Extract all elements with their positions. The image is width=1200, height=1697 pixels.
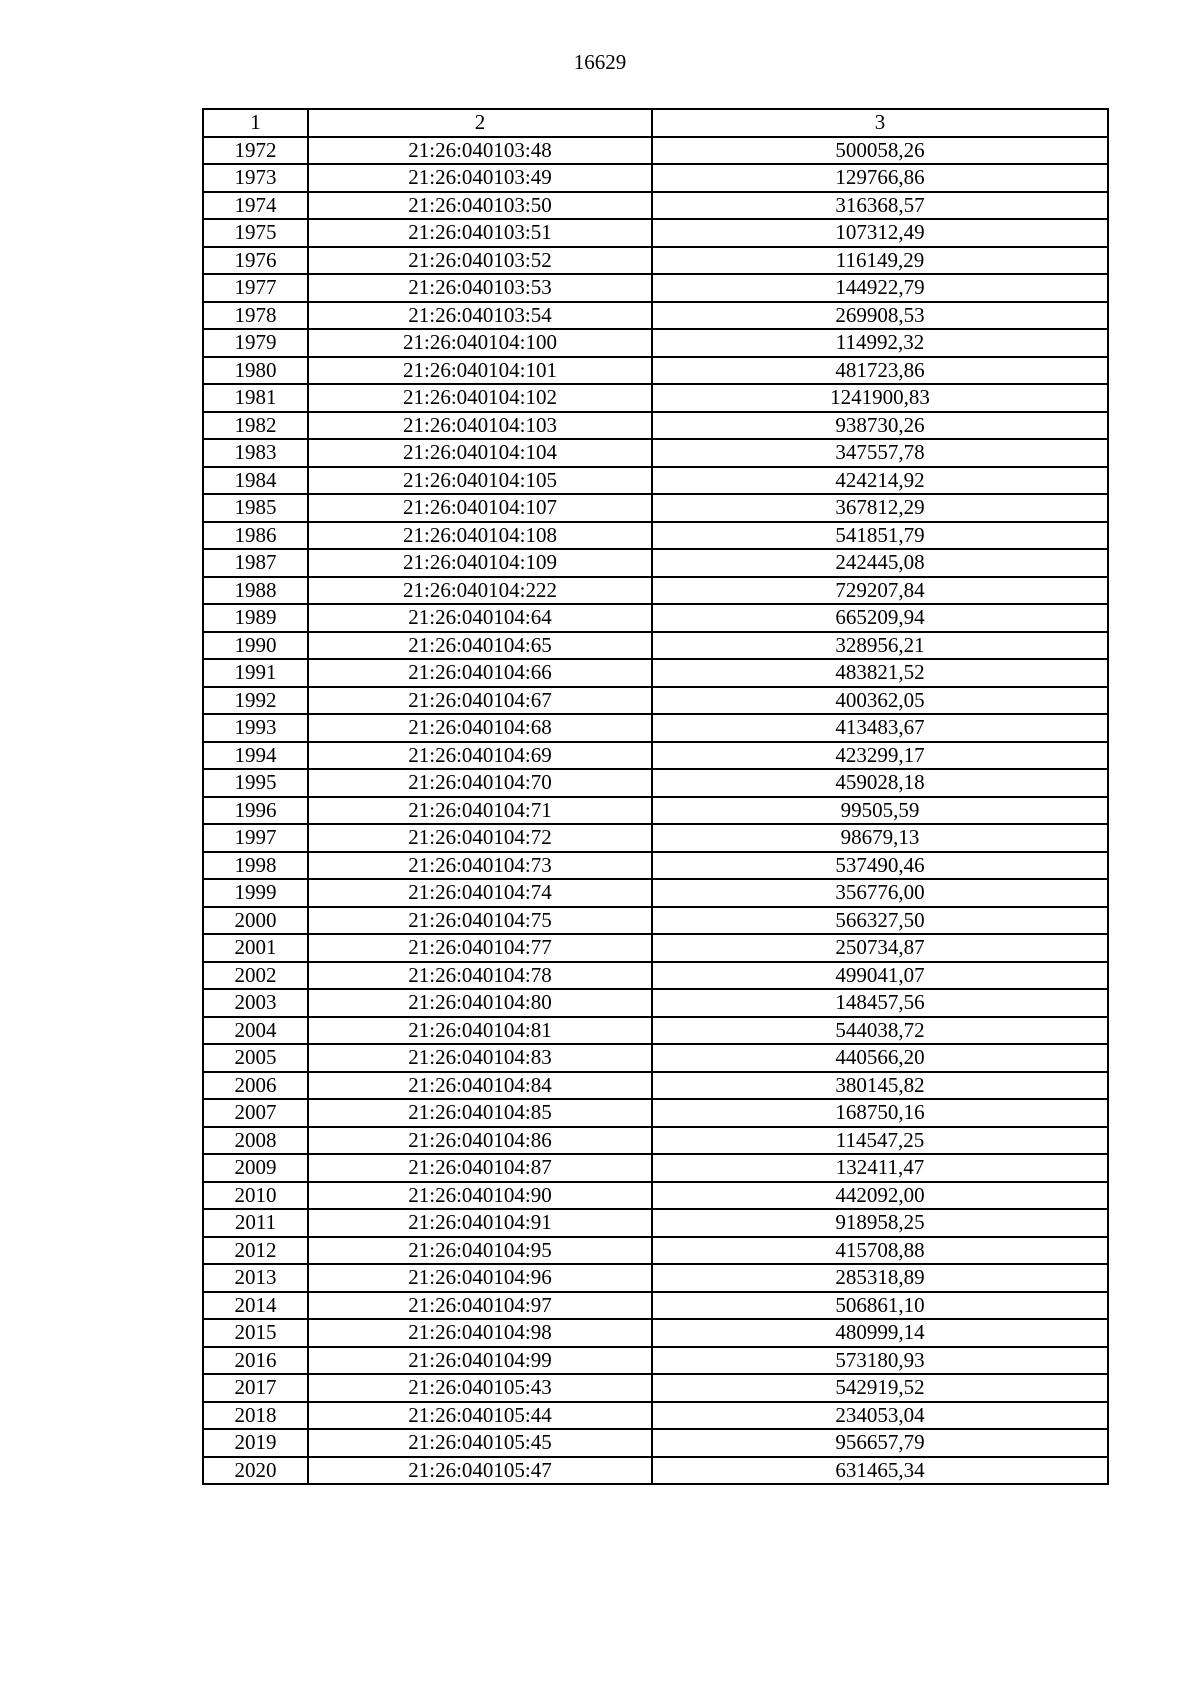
cadastral-number-cell: 21:26:040104:84 bbox=[308, 1072, 652, 1100]
table-row bbox=[203, 412, 1108, 440]
cadastral-number-cell: 21:26:040104:68 bbox=[308, 714, 652, 742]
cadastral-number-cell: 21:26:040104:97 bbox=[308, 1292, 652, 1320]
cadastral-number-cell: 21:26:040104:70 bbox=[308, 769, 652, 797]
cadastral-number-cell: 21:26:040104:67 bbox=[308, 687, 652, 715]
table-row bbox=[203, 1457, 1108, 1485]
cadastral-number-cell: 21:26:040105:45 bbox=[308, 1429, 652, 1457]
value-cell: 423299,17 bbox=[652, 742, 1108, 770]
row-number-cell: 2020 bbox=[203, 1457, 308, 1485]
table-row bbox=[203, 687, 1108, 715]
table-row bbox=[203, 1017, 1108, 1045]
row-number-cell: 1984 bbox=[203, 467, 308, 495]
row-number-cell: 2006 bbox=[203, 1072, 308, 1100]
table-row bbox=[203, 467, 1108, 495]
cadastral-number-cell: 21:26:040104:64 bbox=[308, 604, 652, 632]
table-row bbox=[203, 1127, 1108, 1155]
row-number-cell: 2015 bbox=[203, 1319, 308, 1347]
row-number-cell: 1977 bbox=[203, 274, 308, 302]
value-cell: 631465,34 bbox=[652, 1457, 1108, 1485]
table-row bbox=[203, 329, 1108, 357]
table-row bbox=[203, 494, 1108, 522]
cadastral-number-cell: 21:26:040104:83 bbox=[308, 1044, 652, 1072]
value-cell: 114547,25 bbox=[652, 1127, 1108, 1155]
cadastral-number-cell: 21:26:040103:48 bbox=[308, 137, 652, 165]
row-number-cell: 2013 bbox=[203, 1264, 308, 1292]
row-number-cell: 1991 bbox=[203, 659, 308, 687]
cadastral-number-cell: 21:26:040104:74 bbox=[308, 879, 652, 907]
value-cell: 285318,89 bbox=[652, 1264, 1108, 1292]
cadastral-number-cell: 21:26:040104:91 bbox=[308, 1209, 652, 1237]
value-cell: 1241900,83 bbox=[652, 384, 1108, 412]
row-number-cell: 2008 bbox=[203, 1127, 308, 1155]
value-cell: 541851,79 bbox=[652, 522, 1108, 550]
cadastral-number-cell: 21:26:040104:78 bbox=[308, 962, 652, 990]
row-number-cell: 1973 bbox=[203, 164, 308, 192]
cadastral-number-cell: 21:26:040104:85 bbox=[308, 1099, 652, 1127]
cadastral-number-cell: 21:26:040104:222 bbox=[308, 577, 652, 605]
value-cell: 544038,72 bbox=[652, 1017, 1108, 1045]
row-number-cell: 2009 bbox=[203, 1154, 308, 1182]
cadastral-number-cell: 21:26:040104:95 bbox=[308, 1237, 652, 1265]
cadastral-number-cell: 21:26:040104:107 bbox=[308, 494, 652, 522]
value-cell: 566327,50 bbox=[652, 907, 1108, 935]
cadastral-number-cell: 21:26:040104:102 bbox=[308, 384, 652, 412]
cadastral-number-cell: 21:26:040103:51 bbox=[308, 219, 652, 247]
row-number-cell: 1983 bbox=[203, 439, 308, 467]
value-cell: 400362,05 bbox=[652, 687, 1108, 715]
cadastral-number-cell: 21:26:040104:108 bbox=[308, 522, 652, 550]
table-row bbox=[203, 1237, 1108, 1265]
row-number-cell: 1985 bbox=[203, 494, 308, 522]
value-cell: 506861,10 bbox=[652, 1292, 1108, 1320]
cadastral-number-cell: 21:26:040104:100 bbox=[308, 329, 652, 357]
cadastral-number-cell: 21:26:040104:101 bbox=[308, 357, 652, 385]
cadastral-number-cell: 21:26:040105:44 bbox=[308, 1402, 652, 1430]
table-row bbox=[203, 742, 1108, 770]
table-row bbox=[203, 1154, 1108, 1182]
value-cell: 459028,18 bbox=[652, 769, 1108, 797]
cadastral-number-cell: 21:26:040104:90 bbox=[308, 1182, 652, 1210]
value-cell: 316368,57 bbox=[652, 192, 1108, 220]
value-cell: 918958,25 bbox=[652, 1209, 1108, 1237]
cadastral-number-cell: 21:26:040104:71 bbox=[308, 797, 652, 825]
cadastral-number-cell: 21:26:040104:103 bbox=[308, 412, 652, 440]
row-number-cell: 1982 bbox=[203, 412, 308, 440]
table-row bbox=[203, 852, 1108, 880]
row-number-cell: 2001 bbox=[203, 934, 308, 962]
cadastral-number-cell: 21:26:040103:53 bbox=[308, 274, 652, 302]
value-cell: 356776,00 bbox=[652, 879, 1108, 907]
cadastral-number-cell: 21:26:040104:87 bbox=[308, 1154, 652, 1182]
value-cell: 99505,59 bbox=[652, 797, 1108, 825]
cadastral-number-cell: 21:26:040104:66 bbox=[308, 659, 652, 687]
cadastral-number-cell: 21:26:040104:96 bbox=[308, 1264, 652, 1292]
table-row bbox=[203, 824, 1108, 852]
table-row bbox=[203, 604, 1108, 632]
table-row bbox=[203, 164, 1108, 192]
cadastral-number-cell: 21:26:040105:43 bbox=[308, 1374, 652, 1402]
row-number-cell: 1972 bbox=[203, 137, 308, 165]
value-cell: 98679,13 bbox=[652, 824, 1108, 852]
row-number-cell: 2019 bbox=[203, 1429, 308, 1457]
value-cell: 573180,93 bbox=[652, 1347, 1108, 1375]
row-number-cell: 1981 bbox=[203, 384, 308, 412]
table-row bbox=[203, 962, 1108, 990]
value-cell: 500058,26 bbox=[652, 137, 1108, 165]
table-row bbox=[203, 632, 1108, 660]
table-header-row bbox=[203, 109, 1108, 137]
table-row bbox=[203, 769, 1108, 797]
table-row bbox=[203, 1347, 1108, 1375]
table-row bbox=[203, 1044, 1108, 1072]
cadastral-number-cell: 21:26:040104:80 bbox=[308, 989, 652, 1017]
row-number-cell: 1996 bbox=[203, 797, 308, 825]
table-row bbox=[203, 219, 1108, 247]
table-row bbox=[203, 357, 1108, 385]
row-number-cell: 1978 bbox=[203, 302, 308, 330]
value-cell: 168750,16 bbox=[652, 1099, 1108, 1127]
table-row bbox=[203, 384, 1108, 412]
cadastral-number-cell: 21:26:040104:104 bbox=[308, 439, 652, 467]
data-table bbox=[202, 108, 1109, 1485]
table-row bbox=[203, 659, 1108, 687]
value-cell: 347557,78 bbox=[652, 439, 1108, 467]
row-number-cell: 2003 bbox=[203, 989, 308, 1017]
value-cell: 129766,86 bbox=[652, 164, 1108, 192]
table-row bbox=[203, 1429, 1108, 1457]
cadastral-number-cell: 21:26:040104:99 bbox=[308, 1347, 652, 1375]
value-cell: 956657,79 bbox=[652, 1429, 1108, 1457]
table-body bbox=[203, 137, 1108, 1485]
cadastral-number-cell: 21:26:040104:75 bbox=[308, 907, 652, 935]
row-number-cell: 2012 bbox=[203, 1237, 308, 1265]
value-cell: 250734,87 bbox=[652, 934, 1108, 962]
table-row bbox=[203, 577, 1108, 605]
value-cell: 367812,29 bbox=[652, 494, 1108, 522]
value-cell: 269908,53 bbox=[652, 302, 1108, 330]
table-row bbox=[203, 247, 1108, 275]
value-cell: 144922,79 bbox=[652, 274, 1108, 302]
cadastral-number-cell: 21:26:040104:69 bbox=[308, 742, 652, 770]
cadastral-number-cell: 21:26:040104:73 bbox=[308, 852, 652, 880]
column-header-3: 3 bbox=[652, 109, 1108, 137]
row-number-cell: 1989 bbox=[203, 604, 308, 632]
row-number-cell: 2018 bbox=[203, 1402, 308, 1430]
row-number-cell: 2016 bbox=[203, 1347, 308, 1375]
cadastral-number-cell: 21:26:040103:52 bbox=[308, 247, 652, 275]
value-cell: 116149,29 bbox=[652, 247, 1108, 275]
row-number-cell: 2010 bbox=[203, 1182, 308, 1210]
table-row bbox=[203, 1319, 1108, 1347]
table-row bbox=[203, 522, 1108, 550]
table-row bbox=[203, 934, 1108, 962]
row-number-cell: 1988 bbox=[203, 577, 308, 605]
column-header-1: 1 bbox=[203, 109, 308, 137]
value-cell: 442092,00 bbox=[652, 1182, 1108, 1210]
row-number-cell: 2004 bbox=[203, 1017, 308, 1045]
table-row bbox=[203, 1182, 1108, 1210]
value-cell: 729207,84 bbox=[652, 577, 1108, 605]
row-number-cell: 1980 bbox=[203, 357, 308, 385]
cadastral-number-cell: 21:26:040104:86 bbox=[308, 1127, 652, 1155]
value-cell: 380145,82 bbox=[652, 1072, 1108, 1100]
value-cell: 234053,04 bbox=[652, 1402, 1108, 1430]
cadastral-number-cell: 21:26:040104:81 bbox=[308, 1017, 652, 1045]
row-number-cell: 1986 bbox=[203, 522, 308, 550]
row-number-cell: 1994 bbox=[203, 742, 308, 770]
table-row bbox=[203, 879, 1108, 907]
cadastral-number-cell: 21:26:040103:54 bbox=[308, 302, 652, 330]
value-cell: 542919,52 bbox=[652, 1374, 1108, 1402]
value-cell: 480999,14 bbox=[652, 1319, 1108, 1347]
row-number-cell: 1992 bbox=[203, 687, 308, 715]
cadastral-number-cell: 21:26:040104:98 bbox=[308, 1319, 652, 1347]
value-cell: 938730,26 bbox=[652, 412, 1108, 440]
value-cell: 424214,92 bbox=[652, 467, 1108, 495]
cadastral-number-cell: 21:26:040104:105 bbox=[308, 467, 652, 495]
value-cell: 665209,94 bbox=[652, 604, 1108, 632]
cadastral-number-cell: 21:26:040105:47 bbox=[308, 1457, 652, 1485]
value-cell: 415708,88 bbox=[652, 1237, 1108, 1265]
table-row bbox=[203, 907, 1108, 935]
table-row bbox=[203, 439, 1108, 467]
row-number-cell: 2000 bbox=[203, 907, 308, 935]
table-row bbox=[203, 714, 1108, 742]
table-row bbox=[203, 1402, 1108, 1430]
value-cell: 328956,21 bbox=[652, 632, 1108, 660]
row-number-cell: 1975 bbox=[203, 219, 308, 247]
row-number-cell: 2007 bbox=[203, 1099, 308, 1127]
table-row bbox=[203, 1072, 1108, 1100]
row-number-cell: 1993 bbox=[203, 714, 308, 742]
table-row bbox=[203, 1292, 1108, 1320]
table-row bbox=[203, 1099, 1108, 1127]
value-cell: 413483,67 bbox=[652, 714, 1108, 742]
table-row bbox=[203, 1374, 1108, 1402]
cadastral-number-cell: 21:26:040104:77 bbox=[308, 934, 652, 962]
value-cell: 481723,86 bbox=[652, 357, 1108, 385]
cadastral-number-cell: 21:26:040104:109 bbox=[308, 549, 652, 577]
row-number-cell: 2014 bbox=[203, 1292, 308, 1320]
value-cell: 107312,49 bbox=[652, 219, 1108, 247]
row-number-cell: 1990 bbox=[203, 632, 308, 660]
table-row bbox=[203, 549, 1108, 577]
value-cell: 499041,07 bbox=[652, 962, 1108, 990]
table-row bbox=[203, 989, 1108, 1017]
value-cell: 132411,47 bbox=[652, 1154, 1108, 1182]
value-cell: 242445,08 bbox=[652, 549, 1108, 577]
table-row bbox=[203, 274, 1108, 302]
table-row bbox=[203, 302, 1108, 330]
cadastral-number-cell: 21:26:040104:72 bbox=[308, 824, 652, 852]
row-number-cell: 2017 bbox=[203, 1374, 308, 1402]
table-row bbox=[203, 137, 1108, 165]
page-number: 16629 bbox=[573, 50, 627, 74]
value-cell: 114992,32 bbox=[652, 329, 1108, 357]
cadastral-number-cell: 21:26:040103:50 bbox=[308, 192, 652, 220]
cadastral-number-cell: 21:26:040103:49 bbox=[308, 164, 652, 192]
row-number-cell: 2005 bbox=[203, 1044, 308, 1072]
row-number-cell: 1974 bbox=[203, 192, 308, 220]
row-number-cell: 1979 bbox=[203, 329, 308, 357]
table-row bbox=[203, 1264, 1108, 1292]
column-header-2: 2 bbox=[308, 109, 652, 137]
row-number-cell: 2002 bbox=[203, 962, 308, 990]
value-cell: 537490,46 bbox=[652, 852, 1108, 880]
row-number-cell: 1999 bbox=[203, 879, 308, 907]
row-number-cell: 1995 bbox=[203, 769, 308, 797]
table-row bbox=[203, 1209, 1108, 1237]
row-number-cell: 1976 bbox=[203, 247, 308, 275]
value-cell: 148457,56 bbox=[652, 989, 1108, 1017]
row-number-cell: 1987 bbox=[203, 549, 308, 577]
row-number-cell: 1998 bbox=[203, 852, 308, 880]
row-number-cell: 1997 bbox=[203, 824, 308, 852]
value-cell: 440566,20 bbox=[652, 1044, 1108, 1072]
cadastral-number-cell: 21:26:040104:65 bbox=[308, 632, 652, 660]
table-row bbox=[203, 797, 1108, 825]
row-number-cell: 2011 bbox=[203, 1209, 308, 1237]
table-row bbox=[203, 192, 1108, 220]
value-cell: 483821,52 bbox=[652, 659, 1108, 687]
